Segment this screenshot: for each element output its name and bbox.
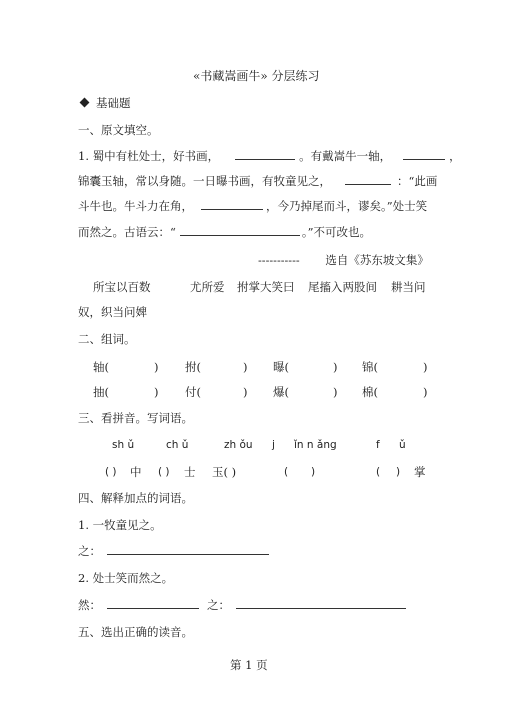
answer-label: 之：	[207, 598, 230, 612]
q2-cell-open: 付(	[185, 385, 201, 399]
q3-blank-close[interactable]: )	[396, 466, 401, 478]
q2-cell-open: 拊(	[185, 360, 201, 374]
answer-label: 之：	[78, 544, 101, 558]
word-bank-item: 耕当问	[391, 280, 426, 294]
passage-text: ，今乃掉尾而斗，谬矣。”处士笑	[266, 199, 428, 213]
passage-text: 锦囊玉轴，常以身随。一日曝书画，有牧童见之，	[78, 174, 331, 188]
q3-blank-open[interactable]: (	[284, 466, 289, 478]
q2-cell-close: )	[333, 360, 338, 374]
q2-cell-close: )	[154, 360, 159, 374]
q3-blank-open[interactable]: (	[376, 466, 381, 478]
passage-line-2	[78, 173, 437, 189]
word-bank-item: 奴，织当问婢	[78, 305, 147, 319]
section-basic-label: 基础题	[96, 96, 131, 110]
q4-item-2-answer	[78, 597, 406, 613]
q2-cell-open: 爆(	[273, 385, 289, 399]
answer-blank[interactable]	[107, 543, 269, 555]
passage-text: 。”不可改也。	[301, 225, 372, 239]
fill-blank[interactable]	[345, 173, 391, 185]
q3-blank[interactable]: 玉( )	[212, 465, 237, 479]
q3-blank[interactable]: ( )	[158, 466, 170, 478]
passage-line-1	[78, 148, 461, 164]
answer-blank[interactable]	[236, 597, 406, 609]
pinyin-label: j	[272, 439, 275, 451]
answer-label: 然：	[78, 598, 101, 612]
source-text: 选自《苏东坡文集》	[325, 253, 429, 267]
q2-cell-open: 轴(	[93, 360, 109, 374]
q4-item-2: 2. 处士笑而然之。	[78, 571, 174, 585]
q2-cell-close: )	[333, 385, 338, 399]
q4-item-1-answer	[78, 543, 269, 559]
word-bank-line-1	[93, 279, 151, 295]
passage-text: 而然之。古语云：“	[78, 225, 176, 239]
q2-cell-open: 锦(	[362, 360, 378, 374]
q2-cell-close: )	[423, 385, 428, 399]
pinyin-label: ǔ	[399, 439, 406, 451]
q2-cell-close: )	[154, 385, 159, 399]
q2-cell-open: 棉(	[362, 385, 378, 399]
passage-source	[258, 252, 429, 269]
passage-text: ，	[449, 149, 461, 163]
q2-cell-open: 曝(	[273, 360, 289, 374]
word-bank-item: 尤所爱	[190, 280, 225, 294]
source-dash: -----------	[258, 255, 300, 267]
q3-blank-close[interactable]: )	[311, 466, 316, 478]
passage-text: 。有戴嵩牛一轴，	[299, 149, 392, 163]
pinyin-label: sh ǔ	[112, 439, 135, 451]
passage-text: ：“此画	[397, 174, 438, 188]
q5-heading: 五、选出正确的读音。	[78, 625, 193, 639]
q3-heading: 三、看拼音。写词语。	[78, 411, 193, 425]
word-bank-item: 所宝以百数	[93, 280, 151, 294]
fill-blank[interactable]	[235, 148, 295, 160]
q2-heading: 二、组词。	[78, 332, 136, 346]
pinyin-label: zh ǒu	[224, 439, 253, 451]
pinyin-label: ch ǔ	[166, 439, 189, 451]
fill-blank[interactable]	[403, 148, 445, 160]
page-title: «书藏嵩画牛» 分层练习	[193, 69, 320, 83]
q3-char: 中	[130, 465, 142, 479]
q2-cell-close: )	[423, 360, 428, 374]
q2-cell-close: )	[243, 360, 248, 374]
q2-cell-close: )	[243, 385, 248, 399]
word-bank-item: 尾搐入两股间	[308, 280, 377, 294]
section-basic-heading	[78, 95, 131, 111]
passage-text: 斗牛也。牛斗力在角，	[78, 199, 193, 213]
q3-blank[interactable]: ( )	[105, 466, 117, 478]
q4-item-1: 1. 一牧童见之。	[78, 518, 162, 532]
q4-heading: 四、解释加点的词语。	[78, 491, 193, 505]
q3-char: 士	[184, 465, 196, 479]
q1-heading: 一、原文填空。	[78, 123, 159, 137]
page-number: 第 1 页	[230, 658, 268, 672]
answer-blank[interactable]	[107, 597, 199, 609]
fill-blank[interactable]	[180, 224, 300, 236]
passage-text: 1. 蜀中有杜处士，好书画，	[78, 149, 220, 163]
fill-blank[interactable]	[201, 198, 263, 210]
q3-char: 掌	[414, 465, 426, 479]
pinyin-label: f	[376, 439, 380, 451]
word-bank-item: 拊掌大笑曰	[237, 280, 295, 294]
q2-cell-open: 抽(	[93, 385, 109, 399]
diamond-bullet-icon	[80, 98, 90, 108]
passage-line-3	[78, 198, 427, 214]
pinyin-label: ǐn n ǎng	[294, 439, 337, 451]
passage-line-4	[78, 224, 371, 240]
